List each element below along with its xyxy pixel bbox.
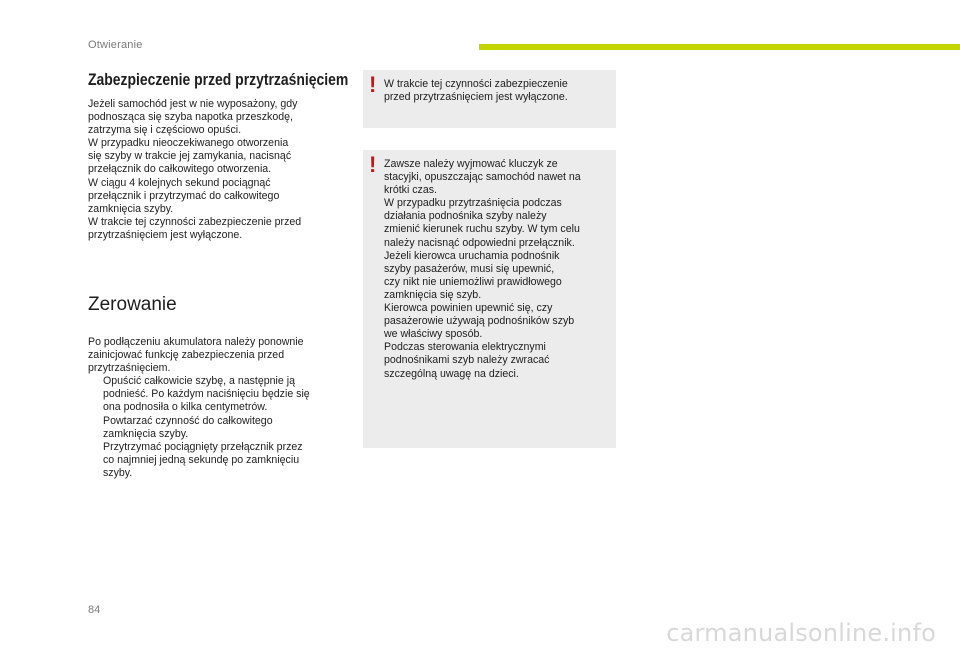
section-label: Otwieranie: [88, 39, 143, 51]
text-line: szyby pasażerów, musi się upewnić,: [384, 262, 555, 275]
list-item: [88, 441, 348, 480]
text-line: podnosząca się szyba napotka przeszkodę,: [88, 111, 293, 124]
text-line: Opuścić całkowicie szybę, a następnie ją: [103, 375, 295, 388]
text-line: Jeżeli kierowca uruchamia podnośnik: [384, 249, 560, 262]
text-line: podnośnikami szyb należy zwracać: [384, 354, 550, 367]
text-line: podnieść. Po każdym naciśnięciu będzie się: [103, 388, 310, 401]
text-line: czy nikt nie uniemożliwi prawidłowego: [384, 275, 562, 288]
text-line: działania podnośnika szyby należy: [384, 210, 547, 223]
text-line: Zawsze należy wyjmować kluczyk ze: [384, 158, 558, 170]
text-line: przytrzaśnięciem.: [88, 362, 171, 375]
title-reset: [88, 294, 348, 316]
warning-icon: !: [369, 152, 377, 177]
text-line: we właściwy sposób.: [384, 328, 483, 341]
text-line: przełącznik i przytrzymać do całkowitego: [88, 189, 280, 202]
heading-antipinch: Zabezpieczenie przed przytrzaśnięciem: [88, 70, 349, 89]
text-line: zamknięcia szyby.: [88, 202, 174, 215]
text-line: należy nacisnąć odpowiedni przełącznik.: [384, 236, 575, 249]
warning-text: [384, 158, 606, 381]
text-line: szczególną uwagę na dzieci.: [384, 367, 519, 380]
text-line: Powtarzać czynność do całkowitego: [103, 414, 273, 427]
text-line: W przypadku przytrzaśnięcia podczas: [384, 197, 562, 210]
paragraph-reset: [88, 336, 348, 480]
text-line: zamknięcia szyby.: [103, 427, 189, 440]
text-line: co najmniej jedną sekundę po zamknięciu: [103, 453, 300, 466]
list-item: [88, 375, 348, 414]
text-line: Podczas sterowania elektrycznymi: [384, 341, 546, 354]
text-line: przed przytrzaśnięciem jest wyłączone.: [384, 91, 568, 104]
text-line: W ciągu 4 kolejnych sekund pociągnąć: [88, 176, 271, 189]
title-antipinch: [88, 70, 348, 90]
text-line: zainicjować funkcję zabezpieczenia przed: [88, 349, 285, 362]
text-line: przytrzaśnięciem jest wyłączone.: [88, 228, 243, 241]
text-line: przełącznik do całkowitego otworzenia.: [88, 163, 272, 176]
warning-box-safety: [363, 150, 616, 448]
text-line: się szyby w trakcie jej zamykania, nacisnąć: [88, 150, 292, 163]
text-line: pasażerowie używają podnośników szyb: [384, 315, 575, 328]
warning-icon: !: [369, 72, 377, 97]
heading-reset: Zerowanie: [88, 294, 177, 315]
text-line: Przytrzymać pociągnięty przełącznik przez: [103, 440, 303, 453]
text-line: Kierowca powinien upewnić się, czy: [384, 302, 553, 315]
paragraph-antipinch: [88, 98, 348, 242]
page-number: 84: [88, 604, 101, 616]
text-line: stacyjki, opuszczając samochód nawet na: [384, 171, 581, 184]
reset-steps-list: [88, 375, 348, 480]
text-line: zmienić kierunek ruchu szyby. W tym celu: [384, 223, 580, 236]
text-line: krótki czas.: [384, 184, 437, 197]
section-accent-bar: [479, 44, 960, 50]
warning-box-antipinch: [363, 70, 616, 128]
text-line: Jeżeli samochód jest w nie wyposażony, gdy: [88, 98, 298, 110]
text-line: zamknięcia się szyb.: [384, 288, 482, 301]
warning-text: [384, 78, 606, 104]
text-line: W przypadku nieoczekiwanego otworzenia: [88, 137, 289, 150]
text-line: W trakcie tej czynności zabezpieczenie: [384, 78, 568, 90]
watermark: carmanualsonline.info: [666, 619, 936, 647]
text-line: zatrzyma się i częściowo opuści.: [88, 124, 242, 137]
text-line: szyby.: [103, 466, 133, 479]
text-line: Po podłączeniu akumulatora należy ponownie: [88, 336, 304, 348]
text-line: W trakcie tej czynności zabezpieczenie przed: [88, 215, 302, 228]
text-line: ona podnosiła o kilka centymetrów.: [103, 401, 268, 414]
list-item: [88, 415, 348, 441]
